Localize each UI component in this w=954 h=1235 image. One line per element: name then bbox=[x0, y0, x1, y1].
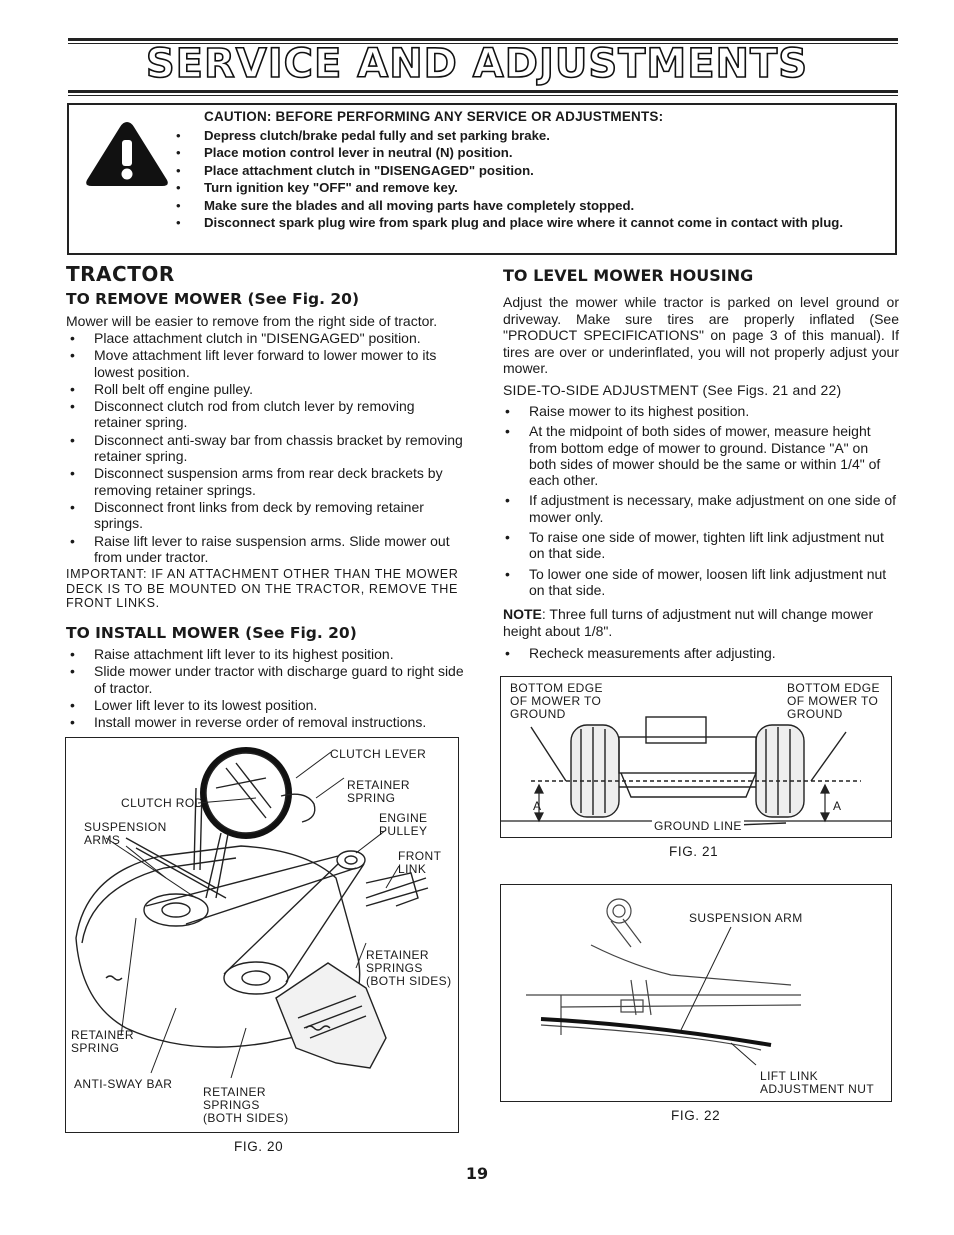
label-a-left: A bbox=[533, 799, 542, 813]
list-item: • Disconnect anti-sway bar from chassis bracket by removing retainer spring. bbox=[68, 432, 464, 465]
list-item: • Disconnect suspension arms from rear deck brackets by removing retainer springs. bbox=[68, 465, 464, 498]
caution-item: • Depress clutch/brake pedal fully and set parking brake. bbox=[176, 127, 876, 144]
important-note: IMPORTANT: IF AN ATTACHMENT OTHER THAN THE MOWER DECK IS TO BE MOUNTED ON THE TRACTOR, REMOVE THE FRONT LINKS. bbox=[66, 567, 459, 610]
list-item: • Disconnect front links from deck by removing retainer springs. bbox=[68, 499, 464, 532]
list-item: • Raise attachment lift lever to its highest position. bbox=[68, 646, 464, 662]
fig21-caption: FIG. 21 bbox=[669, 844, 719, 859]
warning-icon bbox=[84, 120, 170, 188]
side-to-side-heading: SIDE-TO-SIDE ADJUSTMENT (See Figs. 21 and 22) bbox=[503, 382, 842, 398]
label-retainer-spring-left: RETAINER SPRING bbox=[71, 1028, 134, 1055]
title-underline-thin bbox=[68, 95, 898, 96]
list-item: • At the midpoint of both sides of mower, measure height from bottom edge of mower to ground. Distance "A" on both sides of mower should be the same or within 1/4" of each other. bbox=[503, 423, 899, 488]
list-item: • To lower one side of mower, loosen lift link adjustment nut on that side. bbox=[503, 566, 899, 599]
label-retainer-springs-bottom: RETAINER SPRINGS (BOTH SIDES) bbox=[203, 1085, 289, 1125]
label-suspension-arm: SUSPENSION ARM bbox=[689, 911, 803, 925]
fig22-caption: FIG. 22 bbox=[671, 1108, 721, 1123]
note-paragraph bbox=[503, 606, 899, 639]
list-item: • Place attachment clutch in "DISENGAGED" position. bbox=[68, 330, 464, 346]
heading-install-mower: TO INSTALL MOWER (See Fig. 20) bbox=[66, 624, 357, 642]
list-item: • To raise one side of mower, tighten lift link adjustment nut on that side. bbox=[503, 529, 899, 562]
label-clutch-rod: CLUTCH ROD bbox=[121, 796, 204, 810]
remove-intro: Mower will be easier to remove from the right side of tractor. bbox=[66, 313, 438, 329]
fig20-caption: FIG. 20 bbox=[234, 1139, 284, 1154]
list-item: • Install mower in reverse order of removal instructions. bbox=[68, 714, 464, 730]
level-intro: Adjust the mower while tractor is parked on level ground or driveway. Make sure tires are properly inflated (See "PRODUCT SPECIFICATIONS" on page 3 of this manual). If tires are over or underinflated, you will not properly adjust your mower. bbox=[503, 294, 899, 376]
list-item: • If adjustment is necessary, make adjustment on one side of mower only. bbox=[503, 492, 899, 525]
level-steps bbox=[503, 403, 899, 599]
list-item: • Raise mower to its highest position. bbox=[503, 403, 899, 419]
label-lift-link-nut: LIFT LINK ADJUSTMENT NUT bbox=[760, 1069, 875, 1096]
recheck-step bbox=[503, 645, 899, 662]
list-item: • Disconnect clutch rod from clutch lever by removing retainer spring. bbox=[68, 398, 464, 431]
caution-heading: CAUTION: BEFORE PERFORMING ANY SERVICE OR ADJUSTMENTS: bbox=[204, 109, 664, 124]
caution-item: • Make sure the blades and all moving parts have completely stopped. bbox=[176, 197, 876, 214]
list-item: • Raise lift lever to raise suspension arms. Slide mower out from under tractor. bbox=[68, 533, 464, 566]
note-label: NOTE bbox=[503, 606, 542, 622]
page-title: SERVICE AND ADJUSTMENTS bbox=[145, 41, 809, 87]
list-item: • Move attachment lift lever forward to lower mower to its lowest position. bbox=[68, 347, 464, 380]
label-bottom-edge-left: BOTTOM EDGE OF MOWER TO GROUND bbox=[510, 681, 603, 721]
label-engine-pulley: ENGINE PULLEY bbox=[379, 811, 428, 838]
note-text: : Three full turns of adjustment nut will change mower height about 1/8". bbox=[503, 606, 874, 639]
list-item: • Recheck measurements after adjusting. bbox=[503, 645, 899, 661]
label-a-right: A bbox=[833, 799, 842, 813]
label-retainer-spring-top: RETAINER SPRING bbox=[347, 778, 410, 805]
label-bottom-edge-right: BOTTOM EDGE OF MOWER TO GROUND bbox=[787, 681, 880, 721]
caution-item: • Place motion control lever in neutral (N) position. bbox=[176, 144, 876, 161]
list-item: • Slide mower under tractor with discharge guard to right side of tractor. bbox=[68, 663, 464, 696]
label-clutch-lever: CLUTCH LEVER bbox=[330, 747, 427, 761]
label-front-link: FRONT LINK bbox=[398, 849, 442, 876]
label-retainer-springs-right: RETAINER SPRINGS (BOTH SIDES) bbox=[366, 948, 452, 988]
remove-steps bbox=[68, 330, 464, 566]
label-ground-line: GROUND LINE bbox=[654, 819, 742, 833]
section-title-tractor: TRACTOR bbox=[66, 262, 175, 286]
heading-remove-mower: TO REMOVE MOWER (See Fig. 20) bbox=[66, 290, 360, 308]
page-number: 19 bbox=[465, 1164, 489, 1183]
caution-item: • Place attachment clutch in "DISENGAGED" position. bbox=[176, 162, 876, 179]
caution-item: • Disconnect spark plug wire from spark plug and place wire where it cannot come in contact with plug. bbox=[176, 214, 876, 231]
label-anti-sway-bar: ANTI-SWAY BAR bbox=[74, 1077, 173, 1091]
label-suspension-arms: SUSPENSION ARMS bbox=[84, 820, 167, 847]
heading-level-mower: TO LEVEL MOWER HOUSING bbox=[503, 266, 754, 285]
list-item: • Roll belt off engine pulley. bbox=[68, 381, 464, 397]
install-steps bbox=[68, 646, 464, 731]
caution-list bbox=[176, 127, 876, 231]
list-item: • Lower lift lever to its lowest position. bbox=[68, 697, 464, 713]
caution-item: • Turn ignition key "OFF" and remove key. bbox=[176, 179, 876, 196]
title-underline bbox=[68, 90, 898, 93]
